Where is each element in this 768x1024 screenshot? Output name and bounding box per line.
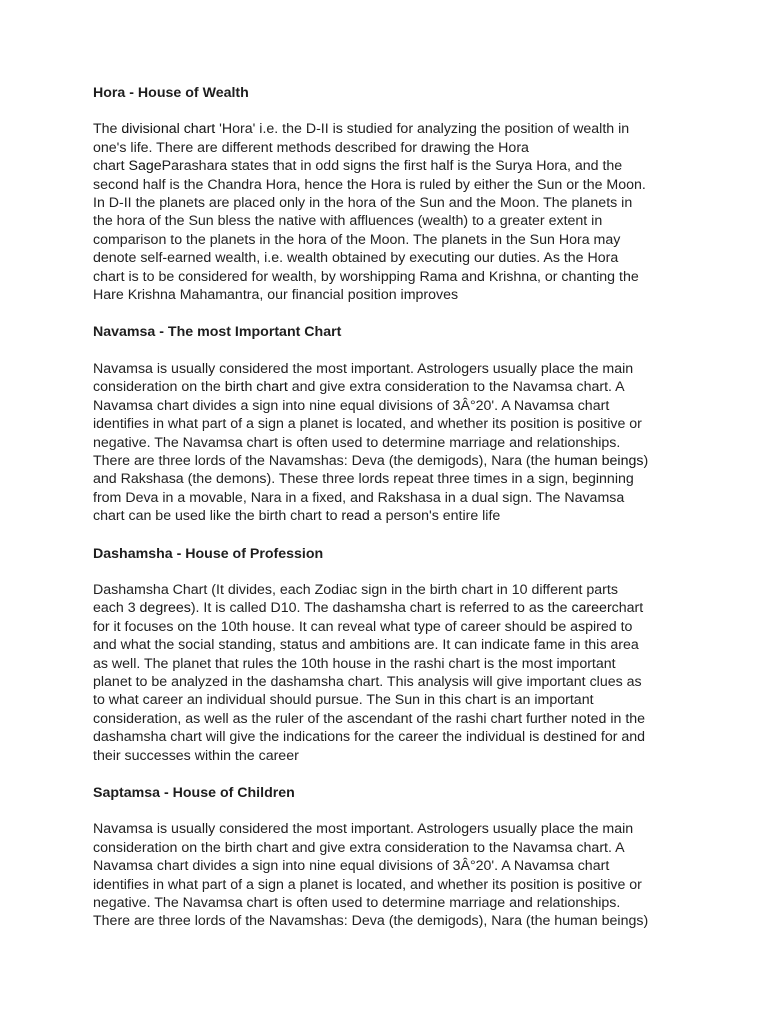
text-run: Navamsa chart divides a sign into nine equal divisions of 3Â°20'. A Navamsa chart — [93, 858, 610, 875]
paragraph-line — [93, 194, 693, 212]
text-run: consideration on the birth chart and give extra consideration to the Navamsa chart. A — [93, 839, 625, 856]
paragraph-line — [93, 876, 693, 894]
paragraph-line — [93, 839, 693, 857]
paragraph-line — [93, 857, 693, 875]
paragraph-line — [93, 415, 693, 433]
inline-link[interactable]: career — [571, 600, 612, 617]
paragraph-line — [93, 268, 693, 286]
text-run: a person's entire life — [369, 508, 501, 525]
text-run: identifies in what part of a sign a planet is located, and whether its position is positive or — [93, 876, 642, 893]
text-run: consideration on the — [93, 379, 225, 396]
text-run: ) — [643, 452, 649, 469]
inline-link[interactable]: birth chart — [224, 379, 288, 396]
text-run: dashamsha chart will give the indications for the career the individual is destined for and — [93, 729, 646, 746]
text-run: and Rakshasa (the demons). These three lords repeat three times in a sign, beginning — [93, 471, 634, 488]
inline-link[interactable]: degrees — [139, 600, 191, 617]
paragraph-line — [93, 120, 693, 138]
paragraph-line — [93, 747, 693, 765]
paragraph-line — [93, 249, 693, 267]
paragraph-line — [93, 507, 693, 525]
section-heading: Hora - House of Wealth — [93, 85, 249, 101]
text-run: The — [93, 121, 122, 138]
text-run: each 3 — [93, 600, 140, 617]
text-run: Hare Krishna Mahamantra, our financial position improves — [93, 287, 459, 304]
text-run: identifies in what part of a sign a planet is located, and whether its position is positive or — [93, 416, 642, 433]
inline-link[interactable]: read — [341, 508, 370, 525]
text-run: In D-II the planets are placed only in the hora of the Sun and the Moon. The planets in — [93, 195, 633, 212]
paragraph-line — [93, 820, 693, 838]
section-heading: Saptamsa - House of Children — [93, 785, 295, 801]
text-run: negative. The Navamsa chart is often used to determine marriage and relationships. — [93, 434, 621, 451]
paragraph-line — [93, 157, 693, 175]
paragraph-line — [93, 618, 693, 636]
text-run: chart can be used like the birth chart to — [93, 508, 342, 525]
inline-link[interactable]: human beings — [554, 452, 644, 469]
text-run: from Deva in a movable, Nara in a fixed, and Rakshasa in a dual sign. The Navamsa — [93, 489, 625, 506]
paragraph-line — [93, 286, 693, 304]
text-run: comparison to the planets in the hora of the Moon. The planets in the Sun Hora may — [93, 231, 621, 248]
text-run: Navamsa is usually considered the most important. Astrologers usually place the main — [93, 821, 634, 838]
paragraph-line — [93, 470, 693, 488]
paragraph-line — [93, 673, 693, 691]
paragraph-line — [93, 378, 693, 396]
text-run: second half is the Chandra Hora, hence the Hora is ruled by either the Sun or the Moon. — [93, 176, 646, 193]
text-run: and what the social standing, status and ambitions are. It can indicate fame in this area — [93, 637, 639, 654]
text-run: Navamsa is usually considered the most important. Astrologers usually place the main — [93, 360, 634, 377]
text-run: negative. The Navamsa chart is often used to determine marriage and relationships. — [93, 895, 621, 912]
text-run: chart — [611, 600, 644, 617]
text-run: and give extra consideration to the Navamsa chart. A — [287, 379, 625, 396]
paragraph-line — [93, 452, 693, 470]
text-run: Navamsa chart divides a sign into nine equal divisions of 3Â°20'. A Navamsa chart — [93, 397, 610, 414]
section-heading: Navamsa - The most Important Chart — [93, 324, 342, 341]
section-paragraph — [93, 820, 693, 930]
paragraph-line — [93, 894, 693, 912]
text-run: Parashara states that in odd signs the first half is the Surya Hora, and the — [161, 158, 623, 175]
section-paragraph — [93, 581, 693, 765]
paragraph-line — [93, 728, 693, 746]
document-body — [93, 84, 693, 931]
section-heading: Dashamsha - House of Profession — [93, 545, 324, 562]
paragraph-line — [93, 636, 693, 654]
text-run: chart is to be considered for wealth, by worshipping Rama and Krishna, or chanting the — [93, 268, 639, 285]
paragraph-line — [93, 912, 693, 930]
inline-link[interactable]: divisional chart — [121, 121, 216, 138]
text-run: ). It is called D10. The dashamsha chart is referred to as the — [190, 600, 572, 617]
paragraph-line — [93, 489, 693, 507]
paragraph-line — [93, 231, 693, 249]
paragraph-line — [93, 397, 693, 415]
text-run: to what career an individual should pursue. The Sun in this chart is an important — [93, 692, 594, 709]
text-run: denote self-earned wealth, i.e. wealth obtained by executing our duties. As the Hora — [93, 250, 619, 267]
section-paragraph — [93, 120, 693, 304]
text-run: the hora of the Sun bless the native with affluences (wealth) to a greater extent in — [93, 213, 603, 230]
text-run: for it focuses on the 10th house. It can reveal what type of career should be aspired to — [93, 618, 633, 635]
paragraph-line — [93, 710, 693, 728]
text-run: There are three lords of the Navamshas: Deva (the demigods), Nara (the — [93, 452, 555, 469]
paragraph-line — [93, 434, 693, 452]
paragraph-line — [93, 212, 693, 230]
inline-link[interactable]: Sage — [128, 158, 162, 175]
text-run: chart — [93, 158, 129, 175]
text-run: as well. The planet that rules the 10th house in the rashi chart is the most important — [93, 655, 616, 672]
text-run: one's life. There are different methods described for drawing the Hora — [93, 139, 529, 156]
paragraph-line — [93, 176, 693, 194]
paragraph-line — [93, 581, 693, 599]
text-run: planet to be analyzed in the dashamsha chart. This analysis will give important clues as — [93, 673, 642, 690]
text-run: There are three lords of the Navamshas: Deva (the demigods), Nara (the human beings) — [93, 913, 649, 930]
text-run: 'Hora' i.e. the D-II is studied for analyzing the position of wealth in — [215, 121, 630, 138]
paragraph-line — [93, 599, 693, 617]
text-run: their successes within the career — [93, 747, 299, 764]
section-paragraph — [93, 360, 693, 526]
text-run: consideration, as well as the ruler of the ascendant of the rashi chart further noted in the — [93, 710, 646, 727]
paragraph-line — [93, 139, 693, 157]
text-run: Dashamsha Chart (It divides, each Zodiac sign in the birth chart in 10 different parts — [93, 581, 618, 598]
paragraph-line — [93, 360, 693, 378]
paragraph-line — [93, 691, 693, 709]
paragraph-line — [93, 655, 693, 673]
